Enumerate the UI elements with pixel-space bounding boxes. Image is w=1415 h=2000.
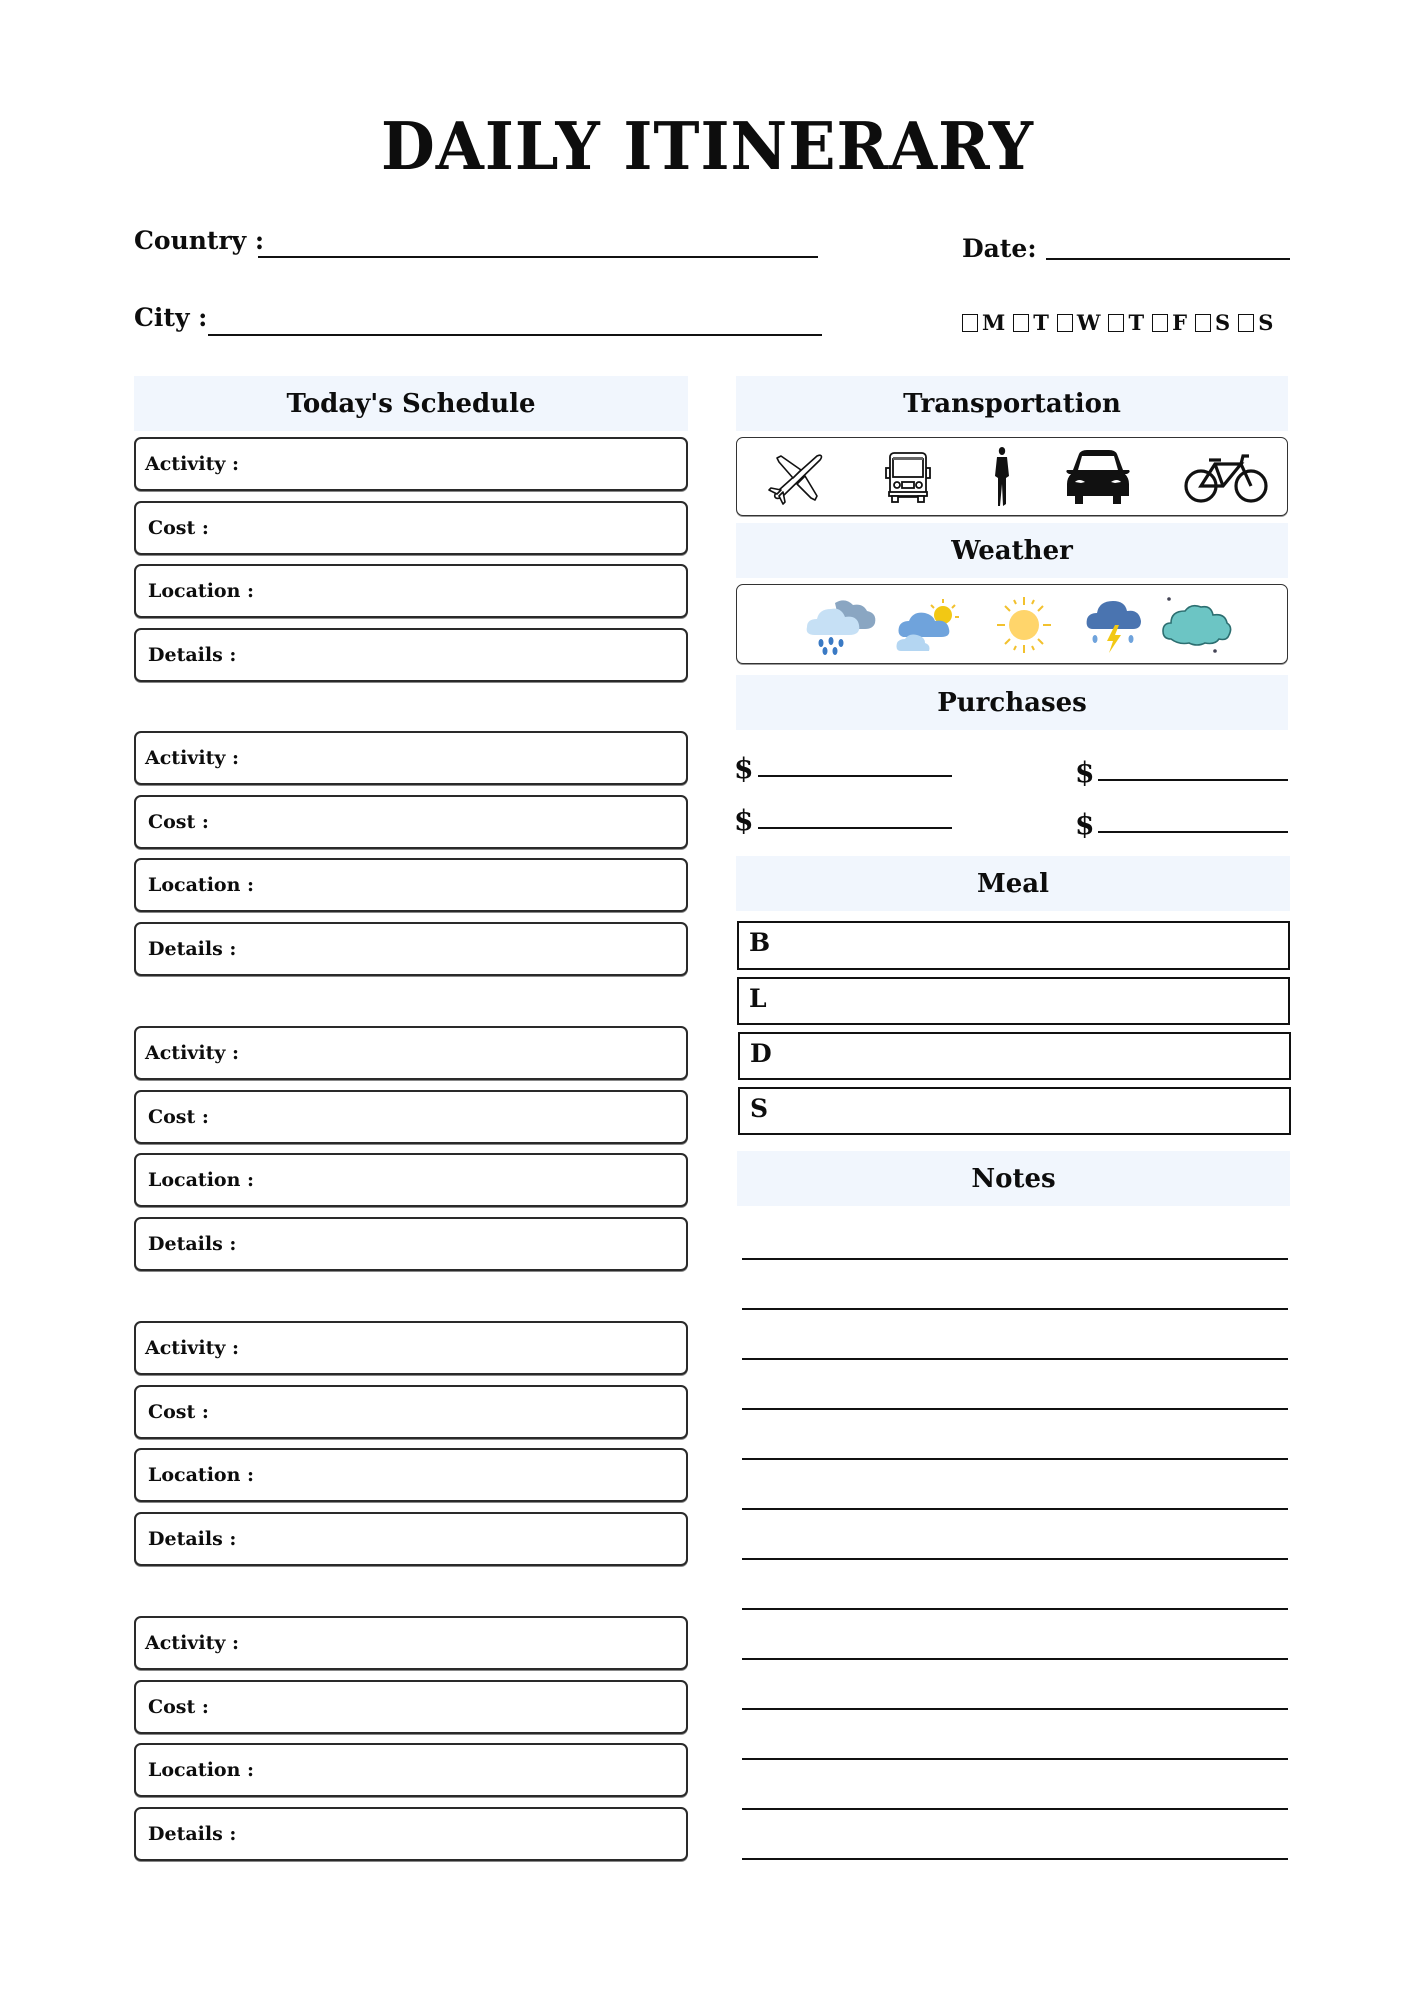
dollar-icon: $ [1075, 756, 1095, 789]
location-label: Location : [148, 1169, 255, 1191]
cost-label: Cost : [148, 1106, 209, 1128]
cloud-icon[interactable] [1161, 593, 1235, 657]
meal-label: D [750, 1039, 772, 1068]
checkbox[interactable] [1152, 314, 1168, 332]
schedule-header: Today's Schedule [134, 376, 688, 431]
dollar-icon: $ [734, 752, 754, 785]
day-thursday[interactable]: T [1108, 310, 1150, 335]
day-wednesday[interactable]: W [1057, 310, 1107, 335]
checkbox[interactable] [962, 314, 978, 332]
city-label: City : [134, 303, 208, 332]
note-line[interactable] [742, 1708, 1288, 1710]
note-line[interactable] [742, 1558, 1288, 1560]
details-field[interactable] [134, 1807, 688, 1861]
note-line[interactable] [742, 1358, 1288, 1360]
meal-lunch-field[interactable] [737, 977, 1290, 1025]
checkbox[interactable] [1013, 314, 1029, 332]
note-line[interactable] [742, 1508, 1288, 1510]
city-input[interactable] [208, 334, 822, 336]
details-field[interactable] [134, 628, 688, 682]
cost-field[interactable] [134, 1680, 688, 1734]
activity-label: Activity : [145, 1632, 240, 1654]
location-label: Location : [148, 1464, 255, 1486]
dollar-icon: $ [1075, 808, 1095, 841]
location-field[interactable] [134, 1743, 688, 1797]
thunderstorm-icon[interactable] [1085, 597, 1143, 657]
note-line[interactable] [742, 1458, 1288, 1460]
details-field[interactable] [134, 1512, 688, 1566]
activity-field[interactable] [134, 437, 688, 491]
details-field[interactable] [134, 1217, 688, 1271]
bus-icon[interactable] [880, 450, 936, 506]
sun-icon[interactable] [995, 595, 1053, 655]
details-label: Details : [148, 938, 237, 960]
location-field[interactable] [134, 564, 688, 618]
day-monday[interactable]: M [962, 310, 1011, 335]
activity-field[interactable] [134, 1026, 688, 1080]
cost-field[interactable] [134, 501, 688, 555]
activity-field[interactable] [134, 1616, 688, 1670]
meal-dinner-field[interactable] [738, 1032, 1291, 1080]
location-field[interactable] [134, 1153, 688, 1207]
cost-label: Cost : [148, 1401, 209, 1423]
location-field[interactable] [134, 858, 688, 912]
transportation-options [736, 437, 1288, 516]
day-saturday[interactable]: S [1195, 310, 1236, 335]
details-label: Details : [148, 1823, 237, 1845]
activity-label: Activity : [145, 453, 240, 475]
rain-cloud-icon[interactable] [805, 597, 879, 657]
details-field[interactable] [134, 922, 688, 976]
page-title: DAILY ITINERARY [381, 108, 1034, 185]
weather-header: Weather [736, 523, 1288, 578]
details-label: Details : [148, 1233, 237, 1255]
checkbox[interactable] [1195, 314, 1211, 332]
country-label: Country : [134, 226, 265, 255]
location-label: Location : [148, 580, 255, 602]
checkbox[interactable] [1238, 314, 1254, 332]
meal-snack-field[interactable] [738, 1087, 1291, 1135]
cost-label: Cost : [148, 517, 209, 539]
activity-label: Activity : [145, 747, 240, 769]
note-line[interactable] [742, 1408, 1288, 1410]
purchase-input-4[interactable] [1098, 831, 1288, 833]
cost-field[interactable] [134, 1385, 688, 1439]
weather-options [736, 584, 1288, 664]
checkbox[interactable] [1108, 314, 1124, 332]
note-line[interactable] [742, 1308, 1288, 1310]
day-friday[interactable]: F [1152, 310, 1193, 335]
purchase-input-3[interactable] [1098, 779, 1288, 781]
dollar-icon: $ [734, 804, 754, 837]
meal-header: Meal [736, 856, 1290, 911]
note-line[interactable] [742, 1258, 1288, 1260]
activity-field[interactable] [134, 1321, 688, 1375]
meal-label: L [749, 984, 767, 1013]
purchase-input-1[interactable] [758, 775, 952, 777]
weekday-checkboxes [962, 310, 1279, 335]
car-icon[interactable] [1065, 448, 1131, 506]
details-label: Details : [148, 644, 237, 666]
meal-label: B [749, 928, 771, 957]
cost-label: Cost : [148, 1696, 209, 1718]
note-line[interactable] [742, 1758, 1288, 1760]
airplane-icon[interactable] [767, 450, 825, 506]
location-label: Location : [148, 1759, 255, 1781]
date-label: Date: [962, 234, 1037, 263]
cost-field[interactable] [134, 795, 688, 849]
note-line[interactable] [742, 1608, 1288, 1610]
partly-cloudy-icon[interactable] [895, 597, 961, 657]
activity-label: Activity : [145, 1042, 240, 1064]
walking-person-icon[interactable] [991, 446, 1013, 508]
date-input[interactable] [1046, 258, 1290, 260]
day-sunday[interactable]: S [1238, 310, 1279, 335]
location-field[interactable] [134, 1448, 688, 1502]
note-line[interactable] [742, 1858, 1288, 1860]
day-tuesday[interactable]: T [1013, 310, 1055, 335]
meal-breakfast-field[interactable] [737, 921, 1290, 970]
meal-label: S [750, 1094, 769, 1123]
bicycle-icon[interactable] [1183, 450, 1269, 504]
checkbox[interactable] [1057, 314, 1073, 332]
purchase-input-2[interactable] [758, 827, 952, 829]
purchases-header: Purchases [736, 675, 1288, 730]
location-label: Location : [148, 874, 255, 896]
activity-label: Activity : [145, 1337, 240, 1359]
activity-field[interactable] [134, 731, 688, 785]
note-line[interactable] [742, 1808, 1288, 1810]
cost-field[interactable] [134, 1090, 688, 1144]
cost-label: Cost : [148, 811, 209, 833]
notes-header: Notes [737, 1151, 1290, 1206]
country-input[interactable] [258, 256, 818, 258]
transportation-header: Transportation [736, 376, 1288, 431]
details-label: Details : [148, 1528, 237, 1550]
note-line[interactable] [742, 1658, 1288, 1660]
